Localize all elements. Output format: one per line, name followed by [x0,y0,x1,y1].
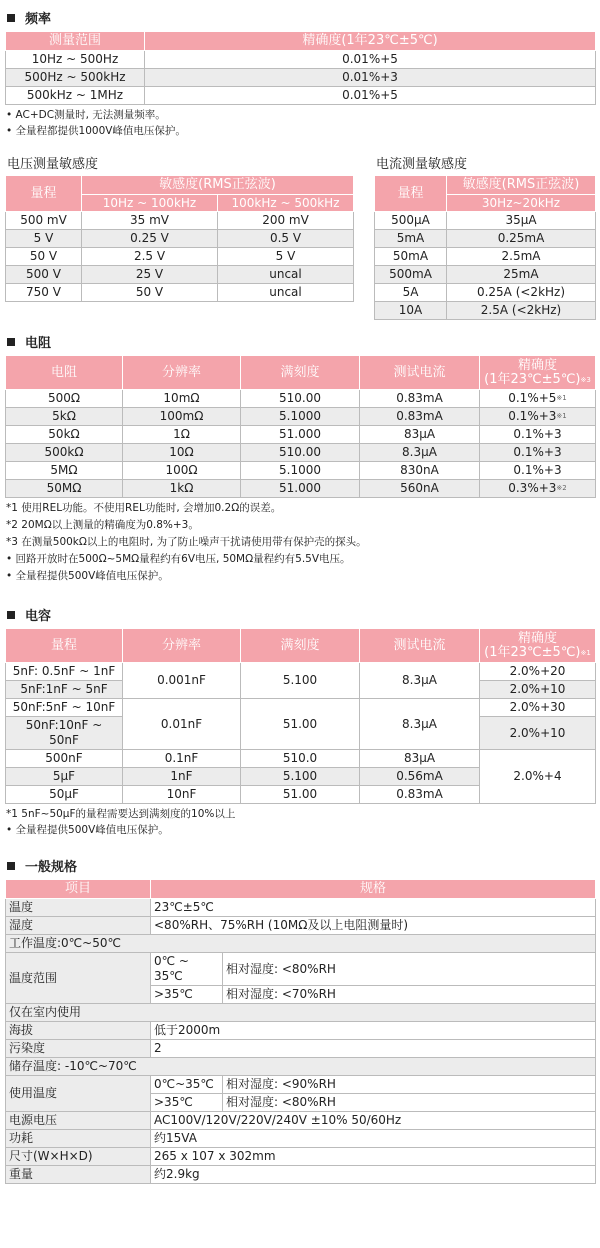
note-line: *1 5nF~50μF的量程需要达到满刻度的10%以上 [6,808,236,820]
note-line: *2 20MΩ以上测量的精确度为0.8%+3。 [6,519,199,531]
res-acc-sub: (1年23℃±5℃) [484,371,581,387]
table-cell: 2.0%+30 [480,699,596,717]
table-cell: 0.5 V [218,230,354,248]
cap-acc-label: 精确度 [517,630,557,646]
table-cell: 100Ω [123,462,241,480]
res-acc-label: 精确度 [517,357,557,373]
table-cell [480,408,596,426]
spec-item: 湿度 [6,917,151,935]
table-cell: 25mA [447,266,596,284]
freq-title: 频率 [25,12,52,27]
acc-value: 0.1%+3 [508,409,557,423]
footnote-mark: ※1 [556,412,567,420]
cap-notes [6,806,596,838]
table-cell: 2.0%+10 [480,717,596,750]
table-cell: 25 V [82,266,218,284]
note-line: • 全量程都提供1000V峰值电压保护。 [6,125,186,137]
table-cell: 1kΩ [123,480,241,498]
table-cell: 0.01%+3 [145,69,596,87]
res-title: 电阻 [25,336,52,351]
table-cell: 5μF [6,768,123,786]
acc-value: 0.3%+3 [508,481,557,495]
spec-value: 相对湿度: <90%RH [223,1076,596,1094]
table-cell: 5.100 [241,768,360,786]
table-cell: 0.25mA [447,230,596,248]
table-cell: 1nF [123,768,241,786]
freq-table [5,31,596,105]
table-cell: 500Hz ~ 500kHz [6,69,145,87]
bullet-square-icon [7,14,15,22]
spec-item: 工作温度:0℃~50℃ [6,935,596,953]
table-cell: 10Ω [123,444,241,462]
spec-item: 温度范围 [6,953,151,1004]
isens-header-range: 量程 [375,176,447,212]
table-cell: 500 mV [6,212,82,230]
table-cell: 50MΩ [6,480,123,498]
table-cell: 10nF [123,786,241,804]
table-cell [480,462,596,480]
table-cell: 560nA [360,480,480,498]
isens-title: 电流测量敏感度 [376,157,468,172]
spec-value: 0℃ ~ 35℃ [151,953,223,986]
table-cell: 5.1000 [241,462,360,480]
table-cell: 830nA [360,462,480,480]
cap-title-row [7,605,596,624]
table-cell: 5 V [6,230,82,248]
resistance-section [5,332,596,585]
table-cell: 500Ω [6,390,123,408]
table-cell: 500nF [6,750,123,768]
spec-value: 相对湿度: <80%RH [223,953,596,986]
res-header-current: 测试电流 [360,356,480,390]
vsens-title: 电压测量敏感度 [7,157,99,172]
isens-header-sens: 敏感度(RMS正弦波) [447,176,596,195]
spec-item: 功耗 [6,1130,151,1148]
table-cell: 750 V [6,284,82,302]
table-cell: 8.3μA [360,444,480,462]
spec-value: 265 x 107 x 302mm [151,1148,596,1166]
vsens-header-sens: 敏感度(RMS正弦波) [82,176,354,195]
spec-value: >35℃ [151,1094,223,1112]
note-line: • 全量程提供500V峰值电压保护。 [6,570,169,582]
table-cell: 200 mV [218,212,354,230]
acc-value: 0.1%+3 [513,427,562,441]
spec-value: >35℃ [151,986,223,1004]
table-cell: 10Hz ~ 500Hz [6,51,145,69]
table-cell: 10mΩ [123,390,241,408]
spec-item: 尺寸(W×H×D) [6,1148,151,1166]
footnote-mark: ※1 [556,394,567,402]
vsens-header-sub2: 100kHz ~ 500kHz [218,195,354,212]
table-cell: 0.83mA [360,390,480,408]
res-acc-mark: ※3 [580,375,591,384]
table-cell: 0.1nF [123,750,241,768]
acc-value: 0.1%+3 [513,445,562,459]
table-cell: 51.000 [241,480,360,498]
table-cell: 50nF:5nF ~ 10nF [6,699,123,717]
isens-table [374,175,596,320]
cap-table [5,628,596,804]
table-cell: 5mA [375,230,447,248]
table-cell [480,480,596,498]
table-cell: 0.56mA [360,768,480,786]
table-cell: 5nF: 0.5nF ~ 1nF [6,663,123,681]
note-line: *1 使用REL功能。不使用REL功能时, 会增加0.2Ω的误差。 [6,502,282,514]
spec-value: <80%RH、75%RH (10MΩ及以上电阻测量时) [151,917,596,935]
spec-item: 污染度 [6,1040,151,1058]
res-notes [6,500,596,585]
table-cell: 50mA [375,248,447,266]
freq-section [5,0,596,139]
table-cell: 5MΩ [6,462,123,480]
cap-header-accuracy [480,629,596,663]
freq-header-range: 测量范围 [6,32,145,51]
table-cell: 50kΩ [6,426,123,444]
table-cell: 510.0 [241,750,360,768]
cap-header-resolution: 分辨率 [123,629,241,663]
table-cell: 510.00 [241,444,360,462]
capacitance-section [5,605,596,838]
res-header-range: 电阻 [6,356,123,390]
voltage-sensitivity [5,153,354,302]
spec-value: 低于2000m [151,1022,596,1040]
spec-header-spec: 规格 [151,880,596,899]
table-cell: 500μA [375,212,447,230]
bullet-square-icon [7,862,15,870]
table-cell: 5nF:1nF ~ 5nF [6,681,123,699]
cap-title: 电容 [25,609,52,624]
spec-value: 23℃±5℃ [151,899,596,917]
table-cell: 0.83mA [360,786,480,804]
table-cell: 51.00 [241,786,360,804]
table-cell: 0.25 V [82,230,218,248]
spec-item: 电源电压 [6,1112,151,1130]
table-cell: uncal [218,284,354,302]
spec-value: 相对湿度: <80%RH [223,1094,596,1112]
table-cell: 2.0%+20 [480,663,596,681]
table-cell: 0.83mA [360,408,480,426]
freq-notes [6,107,596,139]
cap-header-current: 测试电流 [360,629,480,663]
spec-header-item: 项目 [6,880,151,899]
sensitivity-section [5,153,596,320]
isens-header-sub: 30Hz~20kHz [447,195,596,212]
table-cell: 50nF:10nF ~ 50nF [6,717,123,750]
table-cell: 500kΩ [6,444,123,462]
note-line: *3 在测量500kΩ以上的电阻时, 为了防止噪声干扰请使用带有保护壳的探头。 [6,536,367,548]
table-cell: 51.000 [241,426,360,444]
table-cell: 83μA [360,750,480,768]
table-cell: 0.01%+5 [145,51,596,69]
table-cell: 5 V [218,248,354,266]
spec-item: 重量 [6,1166,151,1184]
table-cell: 8.3μA [360,663,480,699]
bullet-square-icon [7,611,15,619]
table-cell: 50 V [82,284,218,302]
freq-title-row [7,8,596,27]
table-cell: 5.100 [241,663,360,699]
table-cell: 5A [375,284,447,302]
spec-title-row [7,856,596,875]
table-cell: 35 mV [82,212,218,230]
bullet-square-icon [7,338,15,346]
table-cell: 83μA [360,426,480,444]
table-cell: 50 V [6,248,82,266]
table-cell: 50μF [6,786,123,804]
footnote-mark: ※2 [556,484,567,492]
spec-item: 海拔 [6,1022,151,1040]
spec-value: 2 [151,1040,596,1058]
table-cell: 10A [375,302,447,320]
spec-item: 使用温度 [6,1076,151,1112]
table-cell: 2.5mA [447,248,596,266]
table-cell: 100mΩ [123,408,241,426]
table-cell: 0.01%+5 [145,87,596,105]
res-header-resolution: 分辨率 [123,356,241,390]
table-cell [480,390,596,408]
table-cell: 510.00 [241,390,360,408]
cap-header-fullscale: 满刻度 [241,629,360,663]
table-cell: 0.01nF [123,699,241,750]
res-title-row [7,332,596,351]
table-cell: 500kHz ~ 1MHz [6,87,145,105]
cap-acc-mark: ※1 [580,648,591,657]
freq-header-accuracy: 精确度(1年23℃±5℃) [145,32,596,51]
table-cell: 2.5 V [82,248,218,266]
table-cell: 51.00 [241,699,360,750]
spec-item: 储存温度: -10℃~70℃ [6,1058,596,1076]
table-cell: 1Ω [123,426,241,444]
res-table [5,355,596,498]
spec-value: 约2.9kg [151,1166,596,1184]
table-cell: 2.5A (<2kHz) [447,302,596,320]
spec-title: 一般规格 [25,860,78,875]
table-cell: 2.0%+10 [480,681,596,699]
vsens-header-range: 量程 [6,176,82,212]
spec-value: 0℃~35℃ [151,1076,223,1094]
cap-header-range: 量程 [6,629,123,663]
table-cell: 8.3μA [360,699,480,750]
note-line: • 回路开放时在500Ω~5MΩ量程约有6V电压, 50MΩ量程约有5.5V电压。 [6,553,351,565]
table-cell: 35μA [447,212,596,230]
note-line: • AC+DC测量时, 无法测量频率。 [6,109,166,121]
res-header-fullscale: 满刻度 [241,356,360,390]
spec-item: 温度 [6,899,151,917]
spec-value: AC100V/120V/220V/240V ±10% 50/60Hz [151,1112,596,1130]
acc-value: 0.1%+3 [513,463,562,477]
table-cell: 0.001nF [123,663,241,699]
note-line: • 全量程提供500V峰值电压保护。 [6,824,169,836]
table-cell: 500mA [375,266,447,284]
spec-table [5,879,596,1184]
vsens-table [5,175,354,302]
table-cell: 5.1000 [241,408,360,426]
current-sensitivity [374,153,596,320]
cap-acc-sub: (1年23℃±5℃) [484,644,581,660]
spec-item: 仅在室内使用 [6,1004,596,1022]
spec-section [5,856,596,1184]
acc-value: 0.1%+5 [508,391,557,405]
table-cell [480,444,596,462]
table-cell: 500 V [6,266,82,284]
table-cell: uncal [218,266,354,284]
table-cell [480,426,596,444]
spec-value: 约15VA [151,1130,596,1148]
table-cell: 2.0%+4 [480,750,596,804]
spec-value: 相对湿度: <70%RH [223,986,596,1004]
res-header-accuracy [480,356,596,390]
table-cell: 5kΩ [6,408,123,426]
table-cell: 0.25A (<2kHz) [447,284,596,302]
vsens-header-sub1: 10Hz ~ 100kHz [82,195,218,212]
